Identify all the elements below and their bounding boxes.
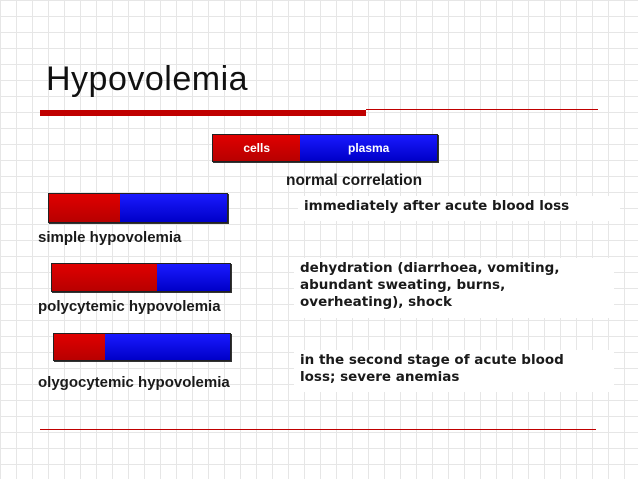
cells-segment — [49, 194, 120, 222]
note-line: dehydration (diarrhoea, vomiting, — [300, 260, 560, 276]
note-line: in the second stage of acute blood — [300, 352, 564, 368]
cells-segment — [54, 334, 105, 360]
polycytemic-hypovolemia-bar — [51, 263, 231, 292]
normal-correlation-caption: normal correlation — [286, 172, 423, 189]
plasma-segment — [300, 135, 437, 161]
polycytemic-hypovolemia-label: polycytemic hypovolemia — [38, 298, 221, 315]
olygocytemic-hypovolemia-note — [294, 350, 614, 392]
simple-hypovolemia-bar — [48, 193, 228, 223]
title-divider-line — [366, 109, 598, 110]
footer-divider-line — [40, 429, 596, 430]
cells-segment — [213, 135, 300, 161]
plasma-label: plasma — [348, 141, 390, 155]
simple-hypovolemia-note: immediately after acute blood loss — [298, 196, 620, 221]
cells-segment — [52, 264, 157, 291]
normal-correlation-bar — [212, 134, 438, 162]
note-line: abundant sweating, burns, — [300, 277, 506, 293]
plasma-segment — [105, 334, 230, 360]
olygocytemic-hypovolemia-bar — [53, 333, 231, 361]
note-line: overheating), shock — [300, 294, 453, 310]
cells-label: cells — [243, 141, 271, 155]
slide-title: Hypovolemia — [46, 60, 249, 98]
polycytemic-hypovolemia-note — [294, 258, 614, 318]
olygocytemic-hypovolemia-label: olygocytemic hypovolemia — [38, 374, 230, 391]
note-line: loss; severe anemias — [300, 369, 460, 385]
simple-hypovolemia-label: simple hypovolemia — [38, 229, 182, 246]
title-accent-rule — [40, 110, 366, 116]
plasma-segment — [157, 264, 230, 291]
plasma-segment — [120, 194, 227, 222]
